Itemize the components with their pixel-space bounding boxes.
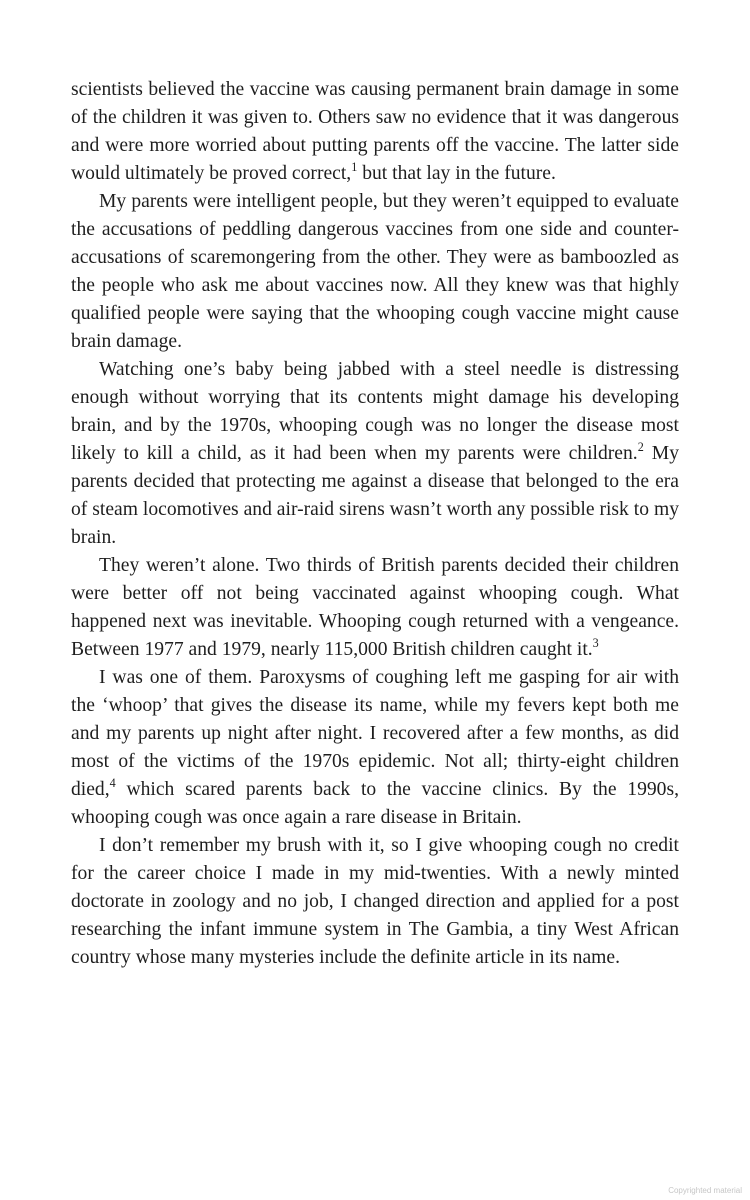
text-run: I don’t remember my brush with it, so I give whooping cough no credit for the career choice I made in my mid-twenties. With a newly minted doctorate in zoology and no job, I changed direction and applied for a post researching the infant immune system in The Gambia, a tiny West African country whose many mysteries include the definite article in its name. (71, 835, 679, 968)
text-run: My parents decided that protecting me against a disease that belonged to the era of steam locomotives and air-raid sirens wasn’t worth any possible risk to my brain. (71, 443, 680, 548)
footnote-marker: 2 (637, 439, 644, 454)
footnote-marker: 3 (592, 635, 599, 650)
paragraph-3 (71, 356, 679, 552)
paragraph-1 (71, 76, 679, 188)
text-run: but that lay in the future. (357, 163, 556, 184)
text-run: I was one of them. Paroxysms of coughing left me gasping for air with the ‘whoop’ that gives the disease its name, while my fevers kept both me and my parents up night after night. I recovered after a few months, as did most of the victims of the 1970s epidemic. Not all; thirty-eight children died, (71, 667, 679, 800)
text-run: My parents were intelligent people, but they weren’t equipped to evaluate the accusations of peddling dangerous vaccines from one side and counter-accusations of scaremongering from the other. They were as bamboozled as the people who ask me about vaccines now. All they knew was that highly qualified people were saying that the whooping cough vaccine might cause brain damage. (71, 191, 679, 352)
book-page-body (71, 76, 679, 972)
footnote-marker: 1 (351, 159, 358, 174)
text-run: which scared parents back to the vaccine clinics. By the 1990s, whooping cough was once again a rare disease in Britain. (71, 779, 679, 828)
text-run: Watching one’s baby being jabbed with a steel needle is distressing enough without worrying that its contents might damage his developing brain, and by the 1970s, whooping cough was no longer the disease most likely to kill a child, as it had been when my parents were children. (71, 359, 679, 464)
text-run: scientists believed the vaccine was causing permanent brain damage in some of the children it was given to. Others saw no evidence that it was dangerous and were more worried about putting parents off the vaccine. The latter side would ultimately be proved correct, (71, 79, 679, 184)
paragraph-4 (71, 552, 679, 664)
copyright-watermark: Copyrighted material (668, 1186, 742, 1195)
paragraph-5 (71, 664, 679, 832)
footnote-marker: 4 (109, 775, 116, 790)
paragraph-2 (71, 188, 679, 356)
text-run: They weren’t alone. Two thirds of British parents decided their children were better off not being vaccinated against whooping cough. What happened next was inevitable. Whooping cough returned with a vengeance. Between 1977 and 1979, nearly 115,000 British children caught it. (71, 555, 679, 660)
paragraph-6 (71, 832, 679, 972)
